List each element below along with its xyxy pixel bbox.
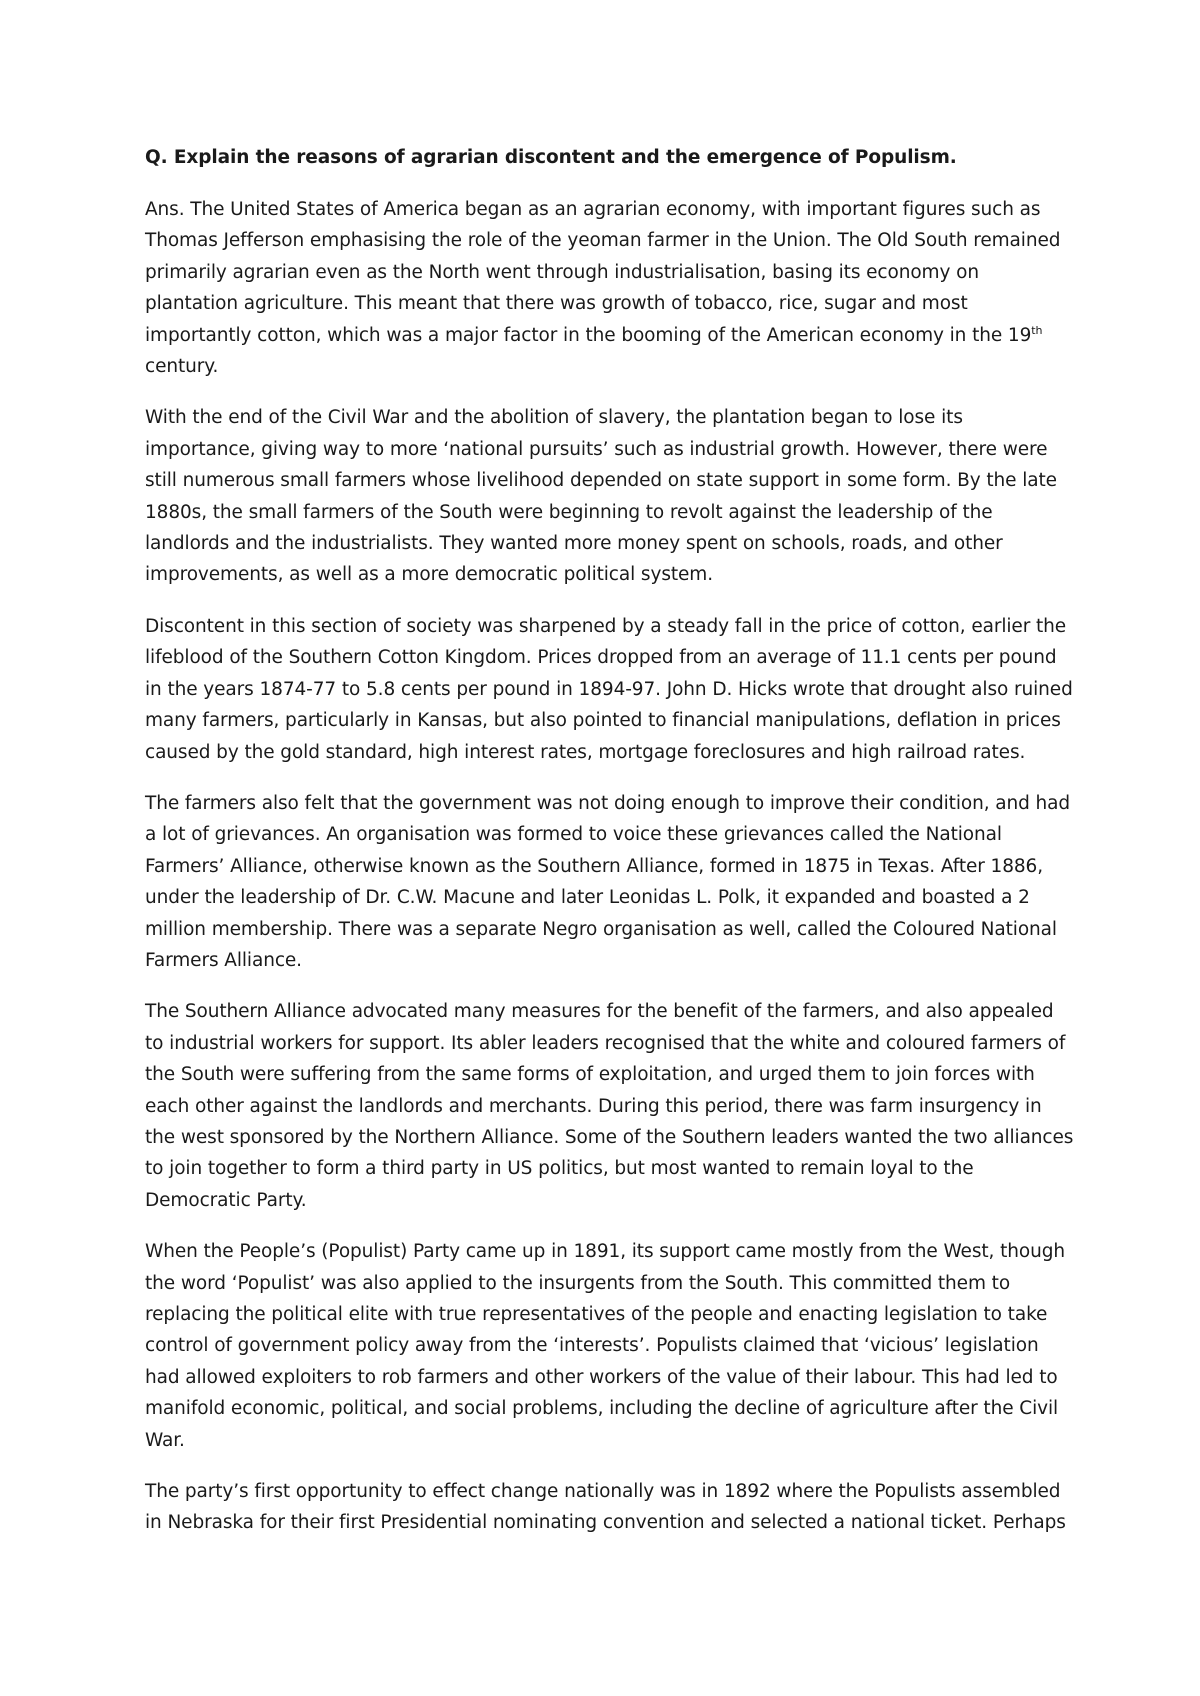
ordinal-superscript: th: [1031, 323, 1043, 337]
paragraph-text: Ans. The United States of America began as an agrarian economy, with important figures such as Thomas Jefferson emphasising the role of the yeoman farmer in the Union. The Old South remained primarily agrarian even as the North went through industrialisation, basing its economy on plantation agriculture. This meant that there was growth of tobacco, rice, sugar and most importantly cotton, which was a major factor in the booming of the American economy in the 19: [145, 199, 1061, 346]
paragraph-discontent: Discontent in this section of society was sharpened by a steady fall in the price of cotton, earlier the lifeblood of the Southern Cotton Kingdom. Prices dropped from an average of 11.1 cents per pound in the years 1874-77 to 5.8 cents per pound in 1894-97. John D. Hicks wrote that drought also ruined many farmers, particularly in Kansas, but also pointed to financial manipulations, deflation in prices caused by the gold standard, high interest rates, mortgage foreclosures and high railroad rates.: [145, 615, 1073, 763]
paragraph-populist-party: When the People’s (Populist) Party came up in 1891, its support came mostly from the West, though the word ‘Populist’ was also applied to the insurgents from the South. This committed them to replacing the political elite with true representatives of the people and enacting legislation to take control of government policy away from the ‘interests’. Populists claimed that ‘vicious’ legislation had allowed exploiters to rob farmers and other workers of the value of their labour. This had led to manifold economic, political, and social problems, including the decline of agriculture after the Civil War.: [145, 1241, 1065, 1451]
paragraph-farmers-alliance: The farmers also felt that the government was not doing enough to improve their condition, and had a lot of grievances. An organisation was formed to voice these grievances called the National Farmers’ Alliance, otherwise known as the Southern Alliance, formed in 1875 in Texas. After 1886, under the leadership of Dr. C.W. Macune and later Leonidas L. Polk, it expanded and boasted a 2 million membership. There was a separate Negro organisation as well, called the Coloured National Farmers Alliance.: [145, 792, 1071, 971]
paragraph-first-opportunity: The party’s first opportunity to effect change nationally was in 1892 where the Populists assembled in Nebraska for their first Presidential nominating convention and selected a national ticket. Perhaps: [145, 1481, 1066, 1534]
paragraph-answer-intro: [145, 194, 1075, 382]
paragraph-southern-alliance: The Southern Alliance advocated many measures for the benefit of the farmers, and also appealed to industrial workers for support. Its abler leaders recognised that the white and coloured farmers of the South were suffering from the same forms of exploitation, and urged them to join forces with each other against the landlords and merchants. During this period, there was farm insurgency in the west sponsored by the Northern Alliance. Some of the Southern leaders wanted the two alliances to join together to form a third party in US politics, but most wanted to remain loyal to the Democratic Party.: [145, 1001, 1074, 1211]
question-heading: Q. Explain the reasons of agrarian discontent and the emergence of Populism.: [145, 147, 957, 168]
document-body: [145, 142, 1075, 1559]
paragraph-text-tail: century.: [145, 356, 219, 378]
paragraph-civil-war: With the end of the Civil War and the abolition of slavery, the plantation began to lose its importance, giving way to more ‘national pursuits’ such as industrial growth. However, there were still numerous small farmers whose livelihood depended on state support in some form. By the late 1880s, the small farmers of the South were beginning to revolt against the leadership of the landlords and the industrialists. They wanted more money spent on schools, roads, and other improvements, as well as a more democratic political system.: [145, 407, 1057, 586]
